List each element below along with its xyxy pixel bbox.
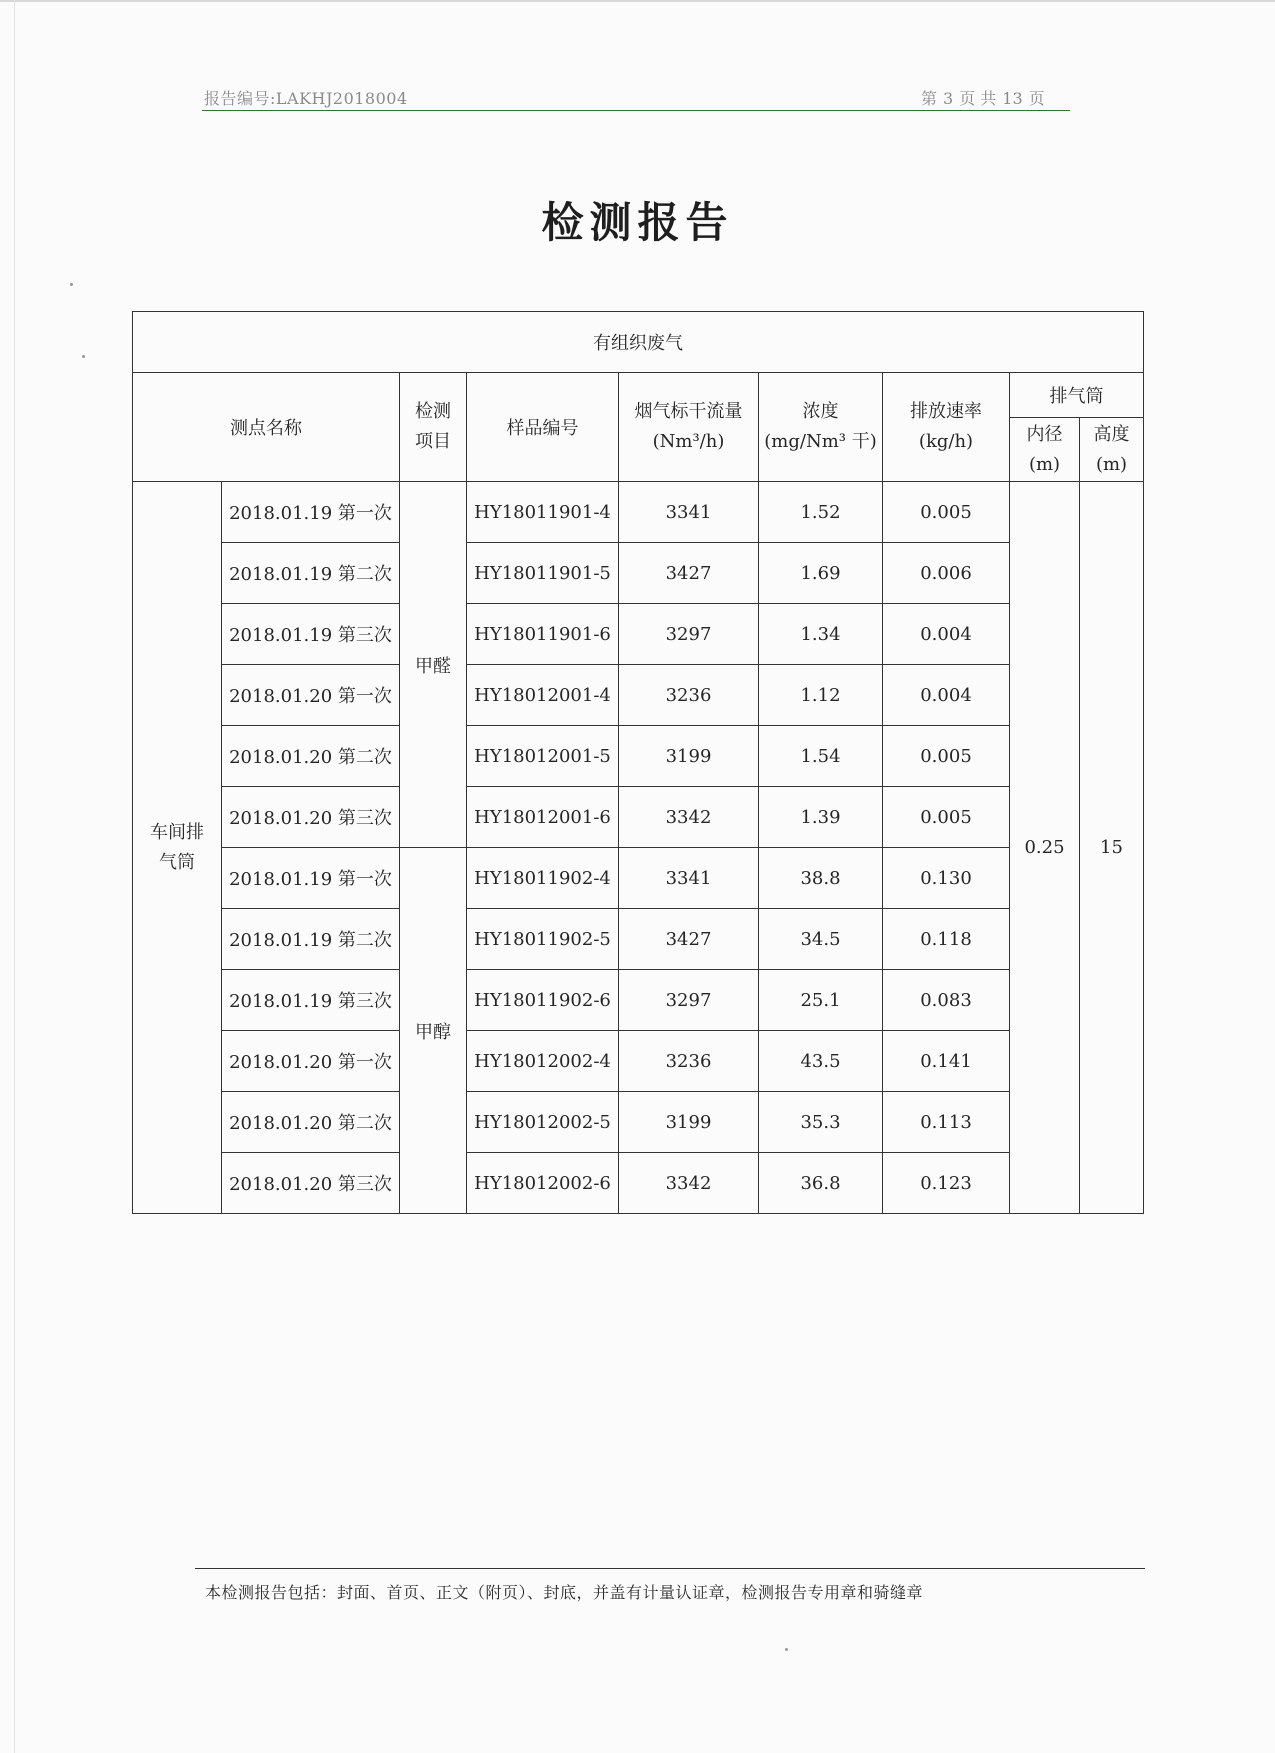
header-height: 高度 (m) bbox=[1080, 418, 1144, 482]
table-row bbox=[133, 787, 1144, 848]
concentration-value: 34.5 bbox=[759, 909, 883, 970]
sample-number: HY18011902-6 bbox=[467, 970, 619, 1031]
concentration-value: 25.1 bbox=[759, 970, 883, 1031]
header-flow: 烟气标干流量 (Nm³/h) bbox=[619, 373, 759, 482]
sampling-time: 2018.01.19 第三次 bbox=[222, 970, 400, 1031]
header-item: 检测 项目 bbox=[400, 373, 467, 482]
scan-speck bbox=[785, 1648, 788, 1651]
header-emission-rate: 排放速率 (kg/h) bbox=[883, 373, 1010, 482]
table-row bbox=[133, 1031, 1144, 1092]
header-stack: 排气筒 bbox=[1010, 373, 1144, 418]
table-row bbox=[133, 604, 1144, 665]
scan-speck bbox=[70, 283, 73, 286]
page-indicator: 第 3 页 共 13 页 bbox=[921, 89, 1045, 108]
flow-value: 3427 bbox=[619, 909, 759, 970]
report-number: 报告编号:LAKHJ2018004 bbox=[204, 89, 408, 108]
sample-number: HY18011901-5 bbox=[467, 543, 619, 604]
inner-diameter-value: 0.25 bbox=[1010, 482, 1080, 1214]
scan-speck bbox=[82, 355, 85, 358]
concentration-value: 38.8 bbox=[759, 848, 883, 909]
sample-number: HY18012001-5 bbox=[467, 726, 619, 787]
emission-rate-value: 0.005 bbox=[883, 787, 1010, 848]
header-concentration: 浓度 (mg/Nm³ 干) bbox=[759, 373, 883, 482]
sample-number: HY18012001-6 bbox=[467, 787, 619, 848]
table-row bbox=[133, 543, 1144, 604]
footer-note: 本检测报告包括：封面、首页、正文（附页）、封底，并盖有计量认证章，检测报告专用章和骑缝章 bbox=[205, 1583, 924, 1602]
concentration-value: 1.52 bbox=[759, 482, 883, 543]
table-row bbox=[133, 970, 1144, 1031]
page-edge bbox=[0, 0, 1275, 2]
sample-number: HY18011901-6 bbox=[467, 604, 619, 665]
emission-rate-value: 0.130 bbox=[883, 848, 1010, 909]
table-row bbox=[133, 1153, 1144, 1214]
header-point-name: 测点名称 bbox=[133, 373, 400, 482]
sampling-time: 2018.01.19 第一次 bbox=[222, 482, 400, 543]
emission-rate-value: 0.118 bbox=[883, 909, 1010, 970]
concentration-value: 1.12 bbox=[759, 665, 883, 726]
sampling-time: 2018.01.19 第二次 bbox=[222, 909, 400, 970]
sample-number: HY18012002-4 bbox=[467, 1031, 619, 1092]
sampling-time: 2018.01.19 第一次 bbox=[222, 848, 400, 909]
flow-value: 3236 bbox=[619, 665, 759, 726]
emission-rate-value: 0.006 bbox=[883, 543, 1010, 604]
flow-value: 3341 bbox=[619, 848, 759, 909]
sampling-time: 2018.01.20 第三次 bbox=[222, 787, 400, 848]
emission-rate-value: 0.004 bbox=[883, 604, 1010, 665]
sample-number: HY18011901-4 bbox=[467, 482, 619, 543]
sampling-time: 2018.01.19 第二次 bbox=[222, 543, 400, 604]
sampling-time: 2018.01.20 第二次 bbox=[222, 726, 400, 787]
concentration-value: 1.34 bbox=[759, 604, 883, 665]
header-rule bbox=[202, 110, 1070, 111]
page-edge bbox=[14, 0, 15, 1753]
emission-rate-value: 0.113 bbox=[883, 1092, 1010, 1153]
table-row bbox=[133, 909, 1144, 970]
test-item: 甲醛 bbox=[400, 482, 467, 848]
sampling-time: 2018.01.19 第三次 bbox=[222, 604, 400, 665]
emission-rate-value: 0.141 bbox=[883, 1031, 1010, 1092]
flow-value: 3427 bbox=[619, 543, 759, 604]
flow-value: 3199 bbox=[619, 726, 759, 787]
flow-value: 3342 bbox=[619, 1153, 759, 1214]
sample-number: HY18011902-5 bbox=[467, 909, 619, 970]
concentration-value: 1.69 bbox=[759, 543, 883, 604]
sampling-time: 2018.01.20 第一次 bbox=[222, 1031, 400, 1092]
concentration-value: 1.54 bbox=[759, 726, 883, 787]
sample-number: HY18012002-6 bbox=[467, 1153, 619, 1214]
point-name-cell: 车间排 气筒 bbox=[133, 482, 222, 1214]
sampling-time: 2018.01.20 第一次 bbox=[222, 665, 400, 726]
table-row bbox=[133, 848, 1144, 909]
table-row bbox=[133, 665, 1144, 726]
footer-rule bbox=[195, 1568, 1145, 1569]
flow-value: 3342 bbox=[619, 787, 759, 848]
header-sample-no: 样品编号 bbox=[467, 373, 619, 482]
flow-value: 3199 bbox=[619, 1092, 759, 1153]
table-row bbox=[133, 726, 1144, 787]
sample-number: HY18012001-4 bbox=[467, 665, 619, 726]
emission-rate-value: 0.005 bbox=[883, 726, 1010, 787]
exhaust-gas-table bbox=[132, 311, 1144, 1214]
flow-value: 3297 bbox=[619, 604, 759, 665]
page-title: 检测报告 bbox=[541, 198, 734, 247]
sample-number: HY18011902-4 bbox=[467, 848, 619, 909]
sample-number: HY18012002-5 bbox=[467, 1092, 619, 1153]
emission-rate-value: 0.123 bbox=[883, 1153, 1010, 1214]
table-row bbox=[133, 1092, 1144, 1153]
flow-value: 3297 bbox=[619, 970, 759, 1031]
sampling-time: 2018.01.20 第二次 bbox=[222, 1092, 400, 1153]
table-caption: 有组织废气 bbox=[133, 312, 1144, 373]
emission-rate-value: 0.004 bbox=[883, 665, 1010, 726]
stack-height-value: 15 bbox=[1080, 482, 1144, 1214]
sampling-time: 2018.01.20 第三次 bbox=[222, 1153, 400, 1214]
flow-value: 3341 bbox=[619, 482, 759, 543]
flow-value: 3236 bbox=[619, 1031, 759, 1092]
concentration-value: 1.39 bbox=[759, 787, 883, 848]
test-item: 甲醇 bbox=[400, 848, 467, 1214]
table-row bbox=[133, 482, 1144, 543]
emission-rate-value: 0.083 bbox=[883, 970, 1010, 1031]
emission-rate-value: 0.005 bbox=[883, 482, 1010, 543]
concentration-value: 43.5 bbox=[759, 1031, 883, 1092]
header-inner-diameter: 内径 (m) bbox=[1010, 418, 1080, 482]
concentration-value: 35.3 bbox=[759, 1092, 883, 1153]
concentration-value: 36.8 bbox=[759, 1153, 883, 1214]
